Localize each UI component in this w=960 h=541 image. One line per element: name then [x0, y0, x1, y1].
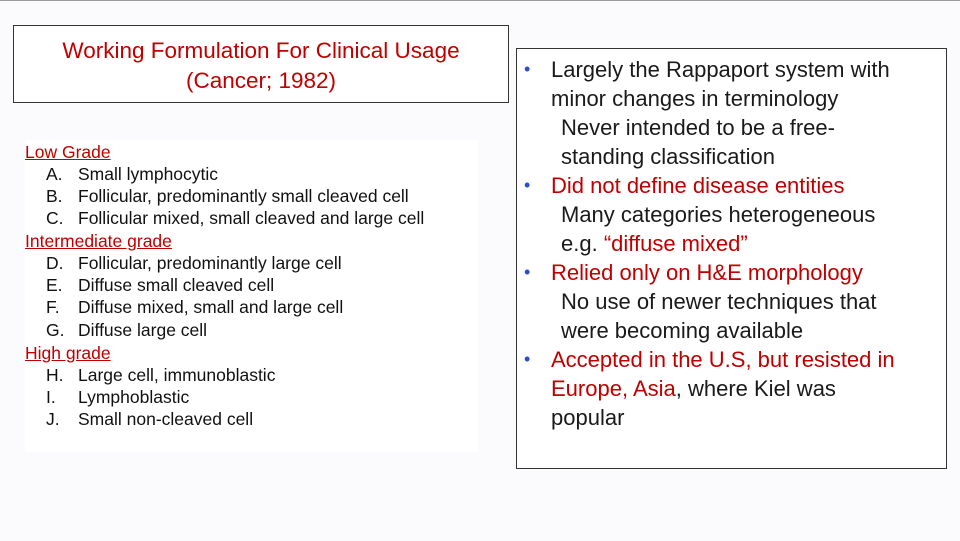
grade-letter: G.: [46, 320, 65, 340]
note-1-line-1: Largely the Rappaport system with: [551, 57, 890, 82]
intermediate-grade-heading: Intermediate grade: [25, 231, 172, 251]
note-2-sub-2-prefix: e.g.: [561, 231, 604, 256]
bullet-icon: •: [524, 59, 531, 79]
grade-item-f: [46, 296, 343, 318]
grade-item-i: [46, 386, 189, 408]
note-2-sub-1: Many categories heterogeneous: [561, 202, 876, 227]
grade-item-h: [46, 364, 275, 386]
high-grade-heading: High grade: [25, 343, 111, 363]
grade-text: Diffuse small cleaved cell: [78, 275, 275, 295]
grade-letter: C.: [46, 208, 64, 228]
note-1-sub-1: Never intended to be a free-: [561, 115, 835, 140]
grade-letter: H.: [46, 365, 64, 385]
note-4-line-2-red: Europe, Asia: [551, 376, 676, 401]
note-3-sub-2: were becoming available: [561, 318, 804, 343]
grade-letter: I.: [46, 387, 56, 407]
grade-item-g: [46, 319, 207, 341]
grade-item-a: [46, 163, 218, 185]
grade-item-d: [46, 252, 342, 274]
grade-text: Follicular, predominantly large cell: [78, 253, 342, 273]
note-4-line-2-rest: , where Kiel was: [675, 376, 836, 401]
grade-text: Lymphoblastic: [78, 387, 190, 407]
grade-letter: E.: [46, 275, 63, 295]
note-1-sub-2: standing classification: [561, 144, 776, 169]
note-4-line-2: [551, 374, 836, 403]
bullet-icon: •: [524, 262, 531, 282]
note-4-line-3: popular: [551, 405, 625, 430]
note-2-sub-2-quote: “diffuse mixed”: [603, 231, 748, 256]
note-1-line-2: minor changes in terminology: [551, 86, 839, 111]
grade-letter: B.: [46, 186, 63, 206]
grade-text: Small lymphocytic: [78, 164, 219, 184]
grade-text: Diffuse mixed, small and large cell: [78, 297, 344, 317]
bullet-icon: •: [524, 349, 531, 369]
note-2-sub-2: [561, 229, 748, 258]
grade-letter: D.: [46, 253, 64, 273]
note-3-sub-1: No use of newer techniques that: [561, 289, 877, 314]
low-grade-heading: Low Grade: [25, 142, 111, 162]
grade-item-b: [46, 185, 409, 207]
grade-item-j: [46, 408, 253, 430]
grade-text: Large cell, immunoblastic: [78, 365, 276, 385]
grade-item-e: [46, 274, 274, 296]
note-2-line-1: Did not define disease entities: [551, 173, 845, 198]
grade-text: Follicular mixed, small cleaved and large cell: [78, 208, 425, 228]
grade-text: Small non-cleaved cell: [78, 409, 254, 429]
bullet-icon: •: [524, 175, 531, 195]
title-line-2: (Cancer; 1982): [185, 68, 337, 93]
grade-list-panel: [25, 140, 478, 452]
grade-text: Diffuse large cell: [78, 320, 208, 340]
notes-box: [516, 48, 947, 469]
grade-text: Follicular, predominantly small cleaved cell: [78, 186, 409, 206]
note-3-line-1: Relied only on H&E morphology: [551, 260, 863, 285]
grade-letter: J.: [46, 409, 60, 429]
grade-letter: F.: [46, 297, 60, 317]
grade-letter: A.: [46, 164, 63, 184]
title-box: [13, 25, 509, 103]
title-line-1: Working Formulation For Clinical Usage: [62, 38, 460, 63]
slide-top-border: [0, 0, 960, 1]
grade-item-c: [46, 207, 424, 229]
note-4-line-1: Accepted in the U.S, but resisted in: [551, 347, 895, 372]
